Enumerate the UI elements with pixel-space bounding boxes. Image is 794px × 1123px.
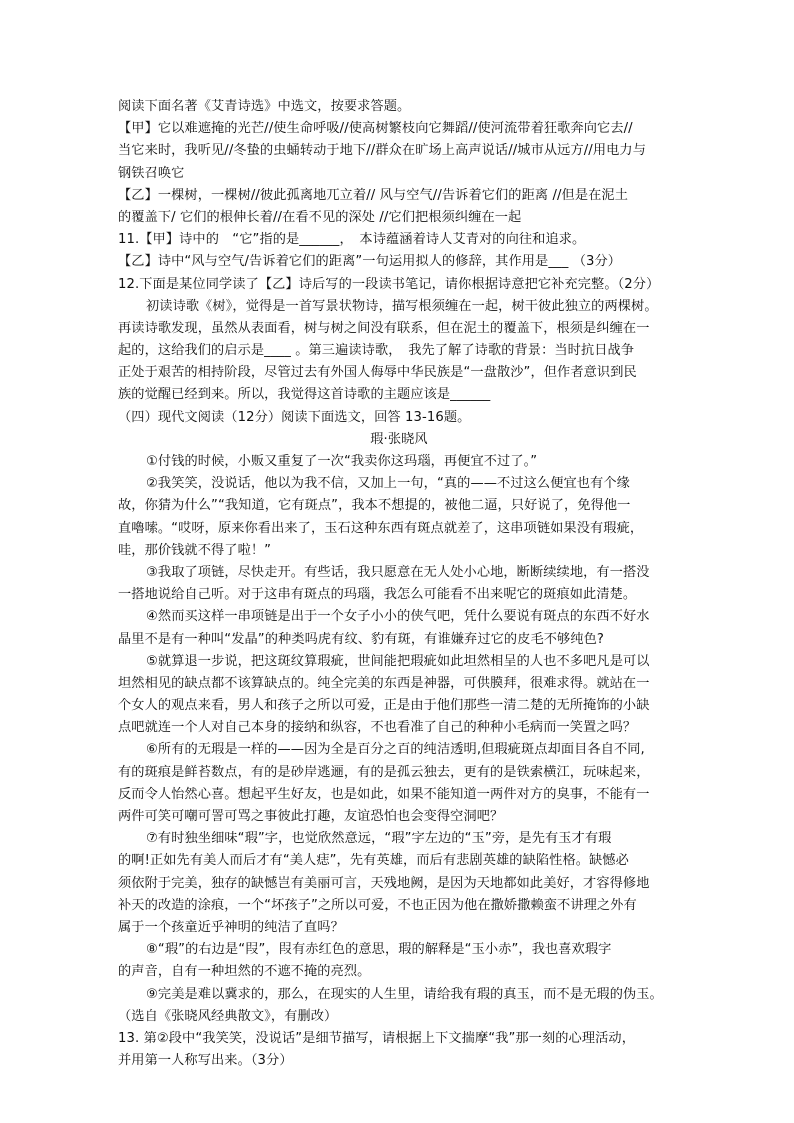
document-page (118, 96, 680, 1072)
text-line: 的啊!正如先有美人而后才有“美人痣”，先有英雄，而后有悲剧英雄的缺陷性格。缺憾必 (118, 853, 629, 869)
text-line: 【甲】它以难遮掩的光芒//使生命呼吸//使高树繁枝向它舞蹈//使河流带着狂歌奔向它去// (118, 121, 633, 137)
text-line: 并用第一人称写出来。（3分） (118, 1053, 293, 1069)
text-line: 晶里不是有一种叫“发晶”的种类吗虎有纹、豹有斑，有谁嫌弃过它的皮毛不够纯色? (118, 631, 605, 647)
text-line: 的声音，自有一种坦然的不遮不掩的亮烈。 (118, 964, 371, 980)
text-line: 故，你猜为什么”“我知道，它有斑点”，我本不想提的，被他二逼，只好说了，免得他一 (118, 498, 631, 514)
text-line: 有的斑痕是鲜苔数点，有的是砂岸逃逦，有的是孤云独去，更有的是铁索横江，玩味起来， (118, 764, 650, 780)
text-line: 正处于艰苦的相持阶段，尽管过去有外国人侮辱中华民族是“一盘散沙”，但作者意识到民 (118, 365, 637, 381)
text-line: 两件可笑可嘲可詈可骂之事彼此打趣，友谊恐怕也会变得空洞吧？ (118, 809, 504, 824)
text-line: ⑤就算退一步说，把这斑纹算瑕疵，世间能把瑕疵如此坦然相呈的人也不多吧凡是可以 (146, 653, 650, 669)
text-line: 的覆盖下/ 它们的根伸长着//在看不见的深处 //它们把根须纠缠在一起 (118, 209, 522, 225)
text-line: 补天的改造的涂痕，一个“坏孩子”之所以可爱，不也正因为他在撒娇撒赖蛮不讲理之外有 (118, 897, 637, 913)
text-line: 点吧就连一个人对自己本身的接纳和纵容，不也看准了自己的种种小毛病而一笑置之吗？ (118, 720, 637, 736)
article-title: 瑕·张晓风 (370, 431, 428, 447)
text-line: （四）现代文阅读（12分）阅读下面选文，回答 13-16题。 (118, 409, 471, 425)
text-line: 属于一个孩童近乎神明的纯洁了直吗？ (118, 919, 344, 935)
text-line: 须依附于完美，独存的缺憾岂有美丽可言，天残地阙，是因为天地都如此美好，才容得修地 (118, 875, 650, 891)
text-line: （选自《张晓风经典散文》，有删改） (118, 1008, 338, 1024)
text-line: ④然而买这样一串项链是出于一个女子小小的侠气吧，凭什么要说有斑点的东西不好水 (146, 609, 650, 625)
text-line: 12.下面是某位同学读了【乙】诗后写的一段读书笔记，请你根据诗意把它补充完整。（2分） (118, 276, 660, 292)
text-line: ①付钱的时候，小贩又重复了一次“我卖你这玛瑙，再便宜不过了。” (146, 454, 538, 469)
text-line: ②我笑笑，没说话，他以为我不信，又加上一句，“真的——不过这么便宜也有个缘 (146, 476, 630, 492)
text-line: 初读诗歌《树》，觉得是一首写景状物诗，描写根须缠在一起，树干彼此独立的两棵树。 (146, 298, 658, 314)
text-line: 再读诗歌发现，虽然从表面看，树与树之间没有联系，但在泥土的覆盖下，根须是纠缠在一 (118, 320, 650, 336)
text-line: 钢铁召唤它 (118, 165, 185, 181)
text-line: ③我取了项链，尽快走开。有些话，我只愿意在无人处小心地，断断续续地，有一搭没 (146, 564, 650, 580)
text-line: 一搭地说给自己听。对于这串有斑点的玛瑙，我怎么可能看不出来呢它的斑痕如此清楚。 (118, 587, 637, 603)
text-line: ⑧“瑕”的右边是“叚”，叚有赤红色的意思，瑕的解释是“玉小赤”，我也喜欢瑕字 (146, 942, 612, 958)
text-line: 【乙】一棵树，一棵树//彼此孤离地兀立着// 风与空气//告诉着它们的距离 //但是在泥土 (118, 187, 628, 203)
text-line: 11.【甲】诗中的 “它”指的是______， 本诗蕴涵着诗人艾青对的向往和追求。 (118, 232, 586, 248)
text-line: 起的，这给我们的启示是____ 。第三遍读诗歌， 我先了解了诗歌的背景：当时抗日战争 (118, 343, 635, 359)
text-line: 族的觉醒已经到来。所以，我觉得这首诗歌的主题应该是______ (118, 387, 491, 403)
text-line: ⑥所有的无瑕是一样的——因为全是百分之百的纯洁透明,但瑕疵斑点却面目各自不同, (146, 742, 645, 758)
text-line: 当它来时，我听见//冬蛰的虫蛹转动于地下//群众在旷场上高声说话//城市从远方//用电力与 (118, 143, 646, 159)
text-line: 哇，那价钱就不得了啦！” (118, 542, 272, 558)
text-line: 反而令人怡然心喜。想起平生好友，也是如此，如果不能知道一两件对方的臭事，不能有一 (118, 786, 650, 802)
text-line: 直嚕嗦。“哎呀，原来你看出来了，玉石这种东西有斑点就差了，这串项链如果没有瑕疵， (118, 520, 644, 536)
text-line: 13. 第②段中“我笑笑，没说话”是细节描写，请根据上下文揣摩“我”那一刻的心理活动， (118, 1030, 635, 1046)
text-line: 坦然相见的缺点都不该算缺点的。纯全完美的东西是神器，可供膜拜，很难求得。就站在一 (118, 675, 650, 691)
text-line: ⑦有时独坐细味“瑕”字，也觉欣然意远，“瑕”字左边的“玉”旁，是先有玉才有瑕 (146, 831, 612, 847)
text-line: 阅读下面名著《艾青诗选》中选文，按要求答题。 (118, 99, 411, 114)
text-line: 【乙】诗中“风与空气/告诉着它们的距离”一句运用拟人的修辞，其作用是___ （3分） (118, 254, 622, 270)
text-line: ⑨完美是难以冀求的，那么，在现实的人生里，请给我有瑕的真玉，而不是无瑕的伪玉。 (146, 986, 663, 1002)
text-line: 个女人的观点来看，男人和孩子之所以可爱，正是由于他们那些一清二楚的无所掩饰的小缺 (118, 698, 650, 714)
